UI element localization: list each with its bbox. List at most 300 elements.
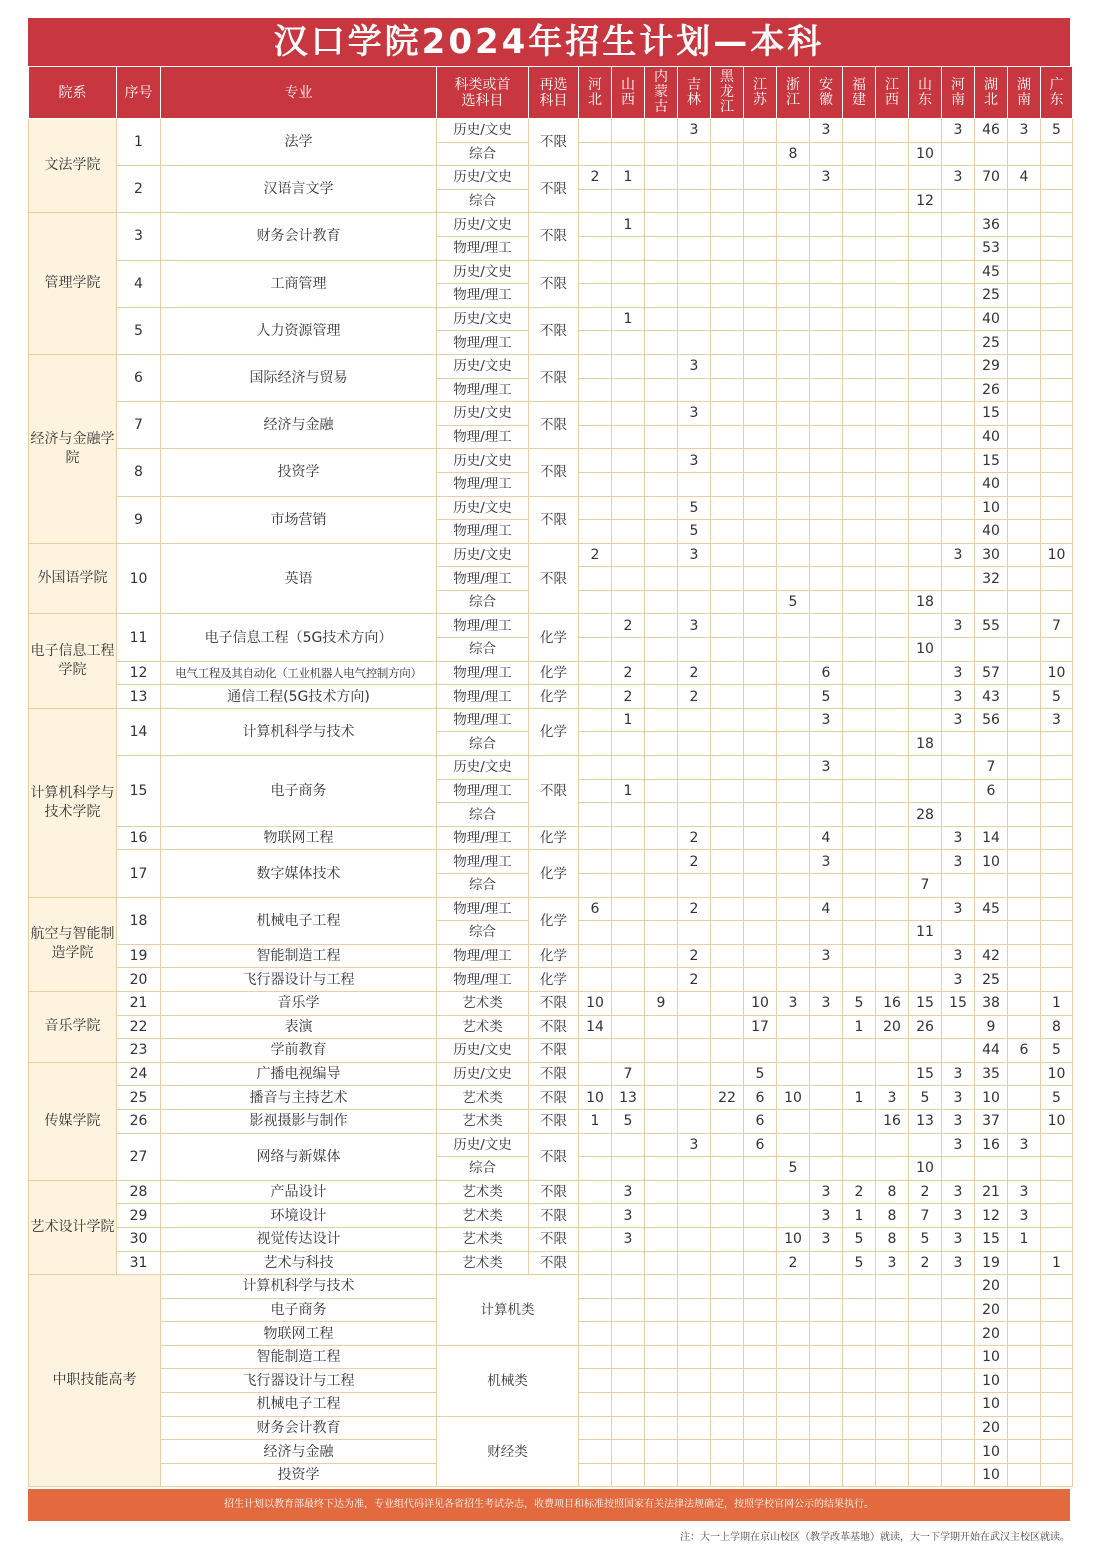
province-count-cell [777,166,810,190]
province-count-cell [645,732,678,756]
province-count-cell [744,779,777,803]
province-count-cell [843,1440,876,1464]
province-count-cell [810,307,843,331]
province-count-cell [810,402,843,426]
province-count-cell: 3 [678,614,711,638]
province-count-cell [876,142,909,166]
province-count-cell [1041,472,1073,496]
province-count-cell [678,331,711,355]
province-count-cell [843,213,876,237]
province-count-cell [612,496,645,520]
table-row [29,166,1073,190]
province-count-cell [1041,850,1073,874]
reselect-cell: 不限 [529,1062,579,1086]
province-count-cell [645,1039,678,1063]
province-count-cell [645,472,678,496]
province-count-cell [1041,166,1073,190]
province-count-cell [909,1275,942,1299]
province-count-cell [777,331,810,355]
province-count-cell [678,1086,711,1110]
province-count-cell [645,1133,678,1157]
province-count-cell [876,685,909,709]
province-count-cell [777,1015,810,1039]
province-count-cell: 1 [1041,1251,1073,1275]
reselect-cell: 不限 [529,119,579,166]
province-count-cell [909,826,942,850]
province-count-cell [1041,307,1073,331]
province-count-cell: 40 [975,425,1008,449]
province-count-cell [579,260,612,284]
province-count-cell [678,1322,711,1346]
province-count-cell [711,119,744,143]
reselect-cell: 不限 [529,213,579,260]
province-count-cell [678,1062,711,1086]
province-count-cell [843,1133,876,1157]
province-count-cell [909,685,942,709]
province-count-cell [876,354,909,378]
province-count-cell: 10 [1041,661,1073,685]
province-count-cell [1041,779,1073,803]
major-cell: 通信工程(5G技术方向) [161,685,437,709]
province-count-cell [942,1369,975,1393]
province-count-cell [1041,1345,1073,1369]
major-cell: 音乐学 [161,991,437,1015]
province-count-cell: 15 [942,991,975,1015]
province-count-cell [909,1440,942,1464]
province-count-cell [744,1227,777,1251]
province-count-cell [579,142,612,166]
subject-cell: 历史/文史 [437,1062,529,1086]
province-count-cell [909,779,942,803]
province-count-cell [744,284,777,308]
province-count-cell [876,1275,909,1299]
province-count-cell [744,708,777,732]
province-count-cell [678,472,711,496]
province-count-cell [909,944,942,968]
province-count-cell [678,142,711,166]
province-count-cell: 4 [810,826,843,850]
province-count-cell [1008,944,1041,968]
province-count-cell [744,1039,777,1063]
dept-cell: 航空与智能制造学院 [29,897,117,991]
province-count-cell: 3 [612,1204,645,1228]
province-count-cell [579,1416,612,1440]
province-count-cell [810,1133,843,1157]
province-count-cell [744,661,777,685]
province-count-cell [909,1463,942,1487]
province-count-cell [876,638,909,662]
subject-cell: 综合 [437,189,529,213]
province-count-cell [777,378,810,402]
province-count-cell: 10 [975,496,1008,520]
province-count-cell [711,1180,744,1204]
province-count-cell [711,1298,744,1322]
province-count-cell [1041,638,1073,662]
province-count-cell [579,307,612,331]
province-count-cell [777,708,810,732]
province-count-cell [744,354,777,378]
province-count-cell [777,614,810,638]
province-count-cell [876,897,909,921]
province-count-cell [909,378,942,402]
province-count-cell [1008,614,1041,638]
province-count-cell [645,567,678,591]
province-count-cell [777,1416,810,1440]
province-count-cell: 3 [942,1204,975,1228]
major-cell: 广播电视编导 [161,1062,437,1086]
subject-cell: 物理/理工 [437,378,529,402]
dept-cell: 传媒学院 [29,1062,117,1180]
province-count-cell [942,590,975,614]
reselect-cell: 不限 [529,260,579,307]
province-count-cell: 8 [876,1180,909,1204]
province-count-cell [876,284,909,308]
province-count-cell: 10 [975,850,1008,874]
province-count-cell [1008,331,1041,355]
table-row [29,1345,1073,1369]
major-cell: 电子商务 [161,1298,437,1322]
province-count-cell [612,1157,645,1181]
province-count-cell [876,520,909,544]
province-count-cell [645,1298,678,1322]
province-count-cell [909,166,942,190]
province-count-cell [909,520,942,544]
seq-cell: 25 [117,1086,161,1110]
province-count-cell [744,543,777,567]
province-count-cell: 2 [678,850,711,874]
province-count-cell: 3 [1008,1133,1041,1157]
province-count-cell [909,968,942,992]
province-count-cell: 8 [876,1204,909,1228]
province-count-cell [942,1157,975,1181]
province-count-cell: 5 [744,1062,777,1086]
province-count-cell [843,968,876,992]
province-count-cell [876,567,909,591]
province-count-cell [612,520,645,544]
category-cell: 计算机类 [437,1275,579,1346]
province-count-cell: 7 [975,756,1008,780]
province-count-cell [1008,260,1041,284]
seq-cell: 14 [117,708,161,755]
seq-cell: 29 [117,1204,161,1228]
province-count-cell [876,826,909,850]
province-count-cell [1041,968,1073,992]
subject-cell: 艺术类 [437,991,529,1015]
seq-cell: 6 [117,354,161,401]
province-count-cell [975,1157,1008,1181]
province-count-cell [909,425,942,449]
province-count-cell [1008,661,1041,685]
subject-cell: 物理/理工 [437,897,529,921]
province-count-cell [579,496,612,520]
province-count-cell: 43 [975,685,1008,709]
province-count-cell [744,1393,777,1417]
province-count-cell [1041,1275,1073,1299]
subject-cell: 艺术类 [437,1180,529,1204]
province-count-cell: 2 [678,897,711,921]
province-count-cell [777,496,810,520]
province-count-cell [711,354,744,378]
province-count-cell [1008,543,1041,567]
province-count-cell: 5 [678,496,711,520]
table-row [29,685,1073,709]
province-count-cell: 16 [975,1133,1008,1157]
province-count-cell: 3 [810,991,843,1015]
major-cell: 学前教育 [161,1039,437,1063]
province-count-cell [579,189,612,213]
province-count-cell [942,1345,975,1369]
province-count-cell [1041,567,1073,591]
province-count-cell [876,732,909,756]
province-count-cell: 2 [909,1251,942,1275]
province-count-cell: 25 [975,284,1008,308]
province-count-cell [645,331,678,355]
province-count-cell [645,779,678,803]
province-count-cell [777,1345,810,1369]
province-count-cell [678,567,711,591]
province-count-cell [678,1180,711,1204]
province-count-cell [975,921,1008,945]
province-count-cell [579,638,612,662]
province-count-cell [711,1440,744,1464]
province-count-cell: 10 [909,638,942,662]
province-count-cell [711,378,744,402]
province-count-cell [876,166,909,190]
province-count-cell [810,614,843,638]
major-cell: 英语 [161,543,437,614]
province-count-cell [612,1440,645,1464]
province-count-cell [744,968,777,992]
reselect-cell: 不限 [529,1227,579,1251]
province-count-cell: 10 [777,1086,810,1110]
province-count-cell [612,968,645,992]
province-count-cell [579,661,612,685]
province-count-cell [810,1157,843,1181]
province-count-cell [909,1322,942,1346]
province-count-cell [645,142,678,166]
province-count-cell [1041,756,1073,780]
province-count-cell [711,567,744,591]
province-count-cell [1008,142,1041,166]
province-count-cell: 3 [1041,708,1073,732]
province-count-cell [1008,1251,1041,1275]
province-count-cell [909,213,942,237]
province-count-cell: 7 [909,874,942,898]
province-count-cell [645,189,678,213]
subject-cell: 综合 [437,874,529,898]
seq-cell: 4 [117,260,161,307]
province-count-cell [942,236,975,260]
province-count-cell [579,213,612,237]
province-count-cell [744,638,777,662]
province-count-cell [612,991,645,1015]
table-row [29,1416,1073,1440]
province-count-cell: 10 [1041,1109,1073,1133]
province-count-cell [1008,756,1041,780]
province-count-cell [843,449,876,473]
province-count-cell [579,354,612,378]
province-count-cell [1041,284,1073,308]
seq-cell: 24 [117,1062,161,1086]
province-count-cell [1008,732,1041,756]
province-count-cell [678,378,711,402]
subject-cell: 综合 [437,590,529,614]
subject-cell: 历史/文史 [437,166,529,190]
province-count-cell [810,567,843,591]
province-count-cell [711,850,744,874]
reselect-cell: 不限 [529,354,579,401]
reselect-cell: 不限 [529,496,579,543]
province-count-cell [777,119,810,143]
province-count-cell [678,284,711,308]
seq-cell: 31 [117,1251,161,1275]
province-count-cell [1008,189,1041,213]
province-count-cell [744,1463,777,1487]
province-count-cell [645,1345,678,1369]
province-count-cell: 25 [975,968,1008,992]
table-row [29,402,1073,426]
province-count-cell [678,1109,711,1133]
province-count-cell [744,402,777,426]
header-province: 湖南 [1008,67,1041,119]
province-count-cell [711,1109,744,1133]
province-count-cell [645,874,678,898]
province-count-cell [579,850,612,874]
province-count-cell [876,213,909,237]
province-count-cell [909,449,942,473]
province-count-cell [645,1393,678,1417]
subject-cell: 物理/理工 [437,850,529,874]
province-count-cell [909,661,942,685]
seq-cell: 11 [117,614,161,661]
province-count-cell: 7 [1041,614,1073,638]
province-count-cell [843,1416,876,1440]
province-count-cell [612,402,645,426]
province-count-cell: 6 [744,1086,777,1110]
province-count-cell [579,284,612,308]
province-count-cell [645,1251,678,1275]
province-count-cell [942,354,975,378]
major-cell: 法学 [161,119,437,166]
province-count-cell [843,378,876,402]
province-count-cell: 20 [975,1416,1008,1440]
province-count-cell [744,166,777,190]
province-count-cell: 4 [1008,166,1041,190]
province-count-cell [744,826,777,850]
province-count-cell [744,590,777,614]
province-count-cell [711,944,744,968]
province-count-cell [843,567,876,591]
province-count-cell: 3 [942,1227,975,1251]
dept-cell: 文法学院 [29,119,117,213]
province-count-cell [645,638,678,662]
province-count-cell [678,189,711,213]
province-count-cell: 5 [777,1157,810,1181]
province-count-cell [1008,472,1041,496]
seq-cell: 2 [117,166,161,213]
province-count-cell [810,354,843,378]
province-count-cell [942,567,975,591]
province-count-cell [711,590,744,614]
province-count-cell [909,1369,942,1393]
table-row [29,1204,1073,1228]
province-count-cell: 8 [1041,1015,1073,1039]
province-count-cell: 5 [1041,685,1073,709]
seq-cell: 20 [117,968,161,992]
province-count-cell: 15 [975,1227,1008,1251]
province-count-cell [810,236,843,260]
major-cell: 物联网工程 [161,1322,437,1346]
province-count-cell [1041,1133,1073,1157]
province-count-cell [1041,1157,1073,1181]
admission-table-container [28,66,1070,1487]
province-count-cell [810,543,843,567]
province-count-cell [711,732,744,756]
province-count-cell [1041,354,1073,378]
province-count-cell [942,331,975,355]
province-count-cell: 3 [876,1086,909,1110]
province-count-cell [942,1039,975,1063]
province-count-cell: 45 [975,260,1008,284]
province-count-cell [678,1275,711,1299]
province-count-cell [876,1062,909,1086]
subject-cell: 物理/理工 [437,944,529,968]
header-subject: 科类或首选科目 [437,67,529,119]
province-count-cell: 2 [909,1180,942,1204]
province-count-cell [678,1440,711,1464]
province-count-cell: 3 [942,661,975,685]
province-count-cell: 5 [843,1251,876,1275]
province-count-cell [909,1345,942,1369]
province-count-cell [711,1393,744,1417]
province-count-cell: 1 [843,1086,876,1110]
seq-cell: 26 [117,1109,161,1133]
province-count-cell [810,496,843,520]
province-count-cell [744,944,777,968]
province-count-cell [876,803,909,827]
province-count-cell: 10 [1041,1062,1073,1086]
province-count-cell [711,166,744,190]
province-count-cell: 55 [975,614,1008,638]
seq-cell: 28 [117,1180,161,1204]
subject-cell: 历史/文史 [437,307,529,331]
province-count-cell: 3 [810,1180,843,1204]
province-count-cell [1008,1416,1041,1440]
province-count-cell [1008,921,1041,945]
province-count-cell: 2 [678,685,711,709]
province-count-cell: 5 [909,1086,942,1110]
province-count-cell [645,236,678,260]
province-count-cell [579,708,612,732]
province-count-cell [711,1133,744,1157]
table-row [29,1039,1073,1063]
province-count-cell [1041,1180,1073,1204]
province-count-cell [942,472,975,496]
province-count-cell [909,1039,942,1063]
subject-cell: 历史/文史 [437,756,529,780]
province-count-cell: 5 [777,590,810,614]
province-count-cell [909,260,942,284]
province-count-cell [711,284,744,308]
reselect-cell: 化学 [529,850,579,897]
header-province: 广东 [1041,67,1073,119]
province-count-cell [612,543,645,567]
province-count-cell [579,921,612,945]
province-count-cell [876,236,909,260]
province-count-cell [645,284,678,308]
table-row [29,213,1073,237]
reselect-cell: 不限 [529,991,579,1015]
